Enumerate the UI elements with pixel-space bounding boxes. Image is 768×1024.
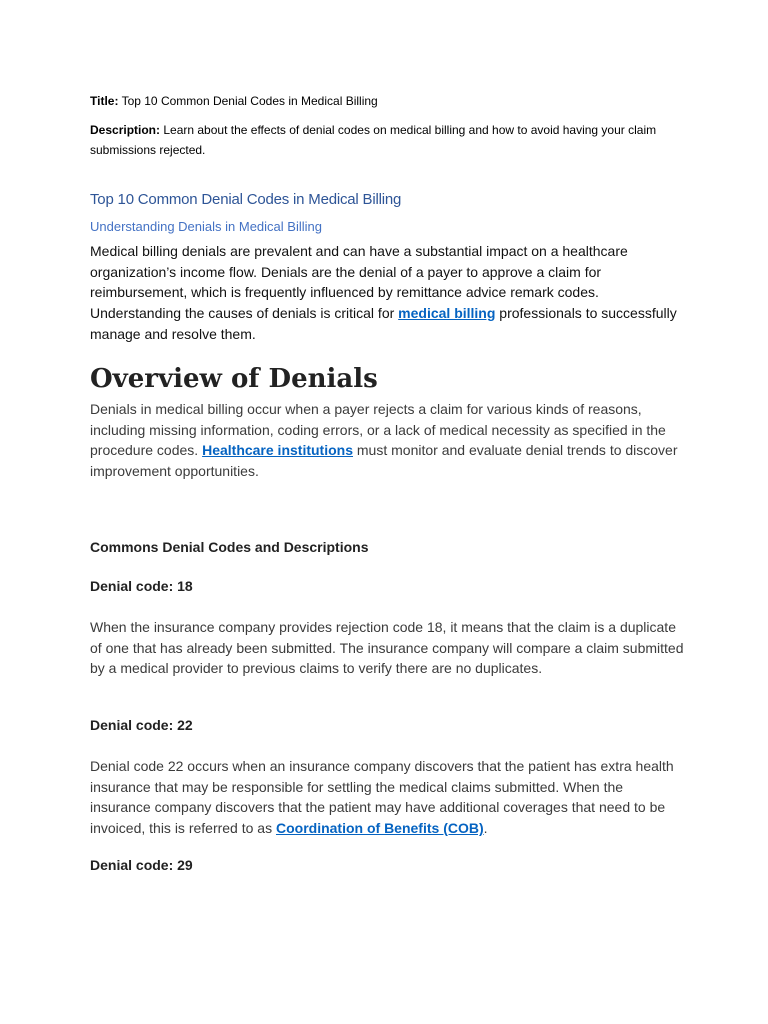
meta-description-value: Learn about the effects of denial codes on medical billing and how to avoid having your claim submissions rejected. [90,123,657,157]
denial-code-18-text: When the insurance company provides rejection code 18, it means that the claim is a duplicate of one that has already been submitted. The insurance company will compare a claim submitted by a medical provider to previous claims to verify there are no duplicates. [90,619,684,677]
denial-code-22-text [90,756,685,839]
codes-section-heading: Commons Denial Codes and Descriptions [90,539,369,555]
meta-title-value: Top 10 Common Denial Codes in Medical Billing [121,94,378,108]
overview-heading: Overview of Denials [90,364,378,394]
article-subheading: Understanding Denials in Medical Billing [90,219,322,234]
overview-text-before-link: Denials in medical billing occur when a payer rejects a claim for various kinds of reasons, including missing information, coding errors, or a lack of medical necessity as specified in the procedure codes. [90,401,666,459]
overview-paragraph [90,399,685,482]
denial-code-22-heading: Denial code: 22 [90,717,193,733]
denial-code-18-heading: Denial code: 18 [90,578,193,594]
article-heading: Top 10 Common Denial Codes in Medical Billing [90,191,402,208]
cob-link[interactable]: Coordination of Benefits (COB) [275,820,484,837]
intro-paragraph [90,241,685,345]
meta-description [90,120,670,160]
code22-text-after-link: . [483,820,488,837]
code22-text-before-link: Denial code 22 occurs when an insurance company discovers that the patient has extra health insurance that may be responsible for settling the medical claims submitted. When the insurance company discovers that the patient may have additional coverages that need to be invoiced, this is referred to as [90,758,674,837]
meta-description-label: Description: [90,123,161,137]
healthcare-institutions-link[interactable]: Healthcare institutions [202,442,353,459]
meta-title-label: Title: [90,94,119,108]
denial-code-29-heading: Denial code: 29 [90,857,193,873]
overview-text-after-link: must monitor and evaluate denial trends to discover improvement opportunities. [90,442,678,480]
meta-title [90,91,670,111]
intro-text-after-link: professionals to successfully manage and resolve them. [90,305,677,342]
medical-billing-link[interactable]: medical billing [398,305,496,322]
intro-text-before-link: Medical billing denials are prevalent and can have a substantial impact on a healthcare organization’s income flow. Denials are the denial of a payer to approve a claim for reimbursement, which is frequently influenced by remittance advice remark codes. Understanding the causes of denials is critical for [90,243,628,322]
